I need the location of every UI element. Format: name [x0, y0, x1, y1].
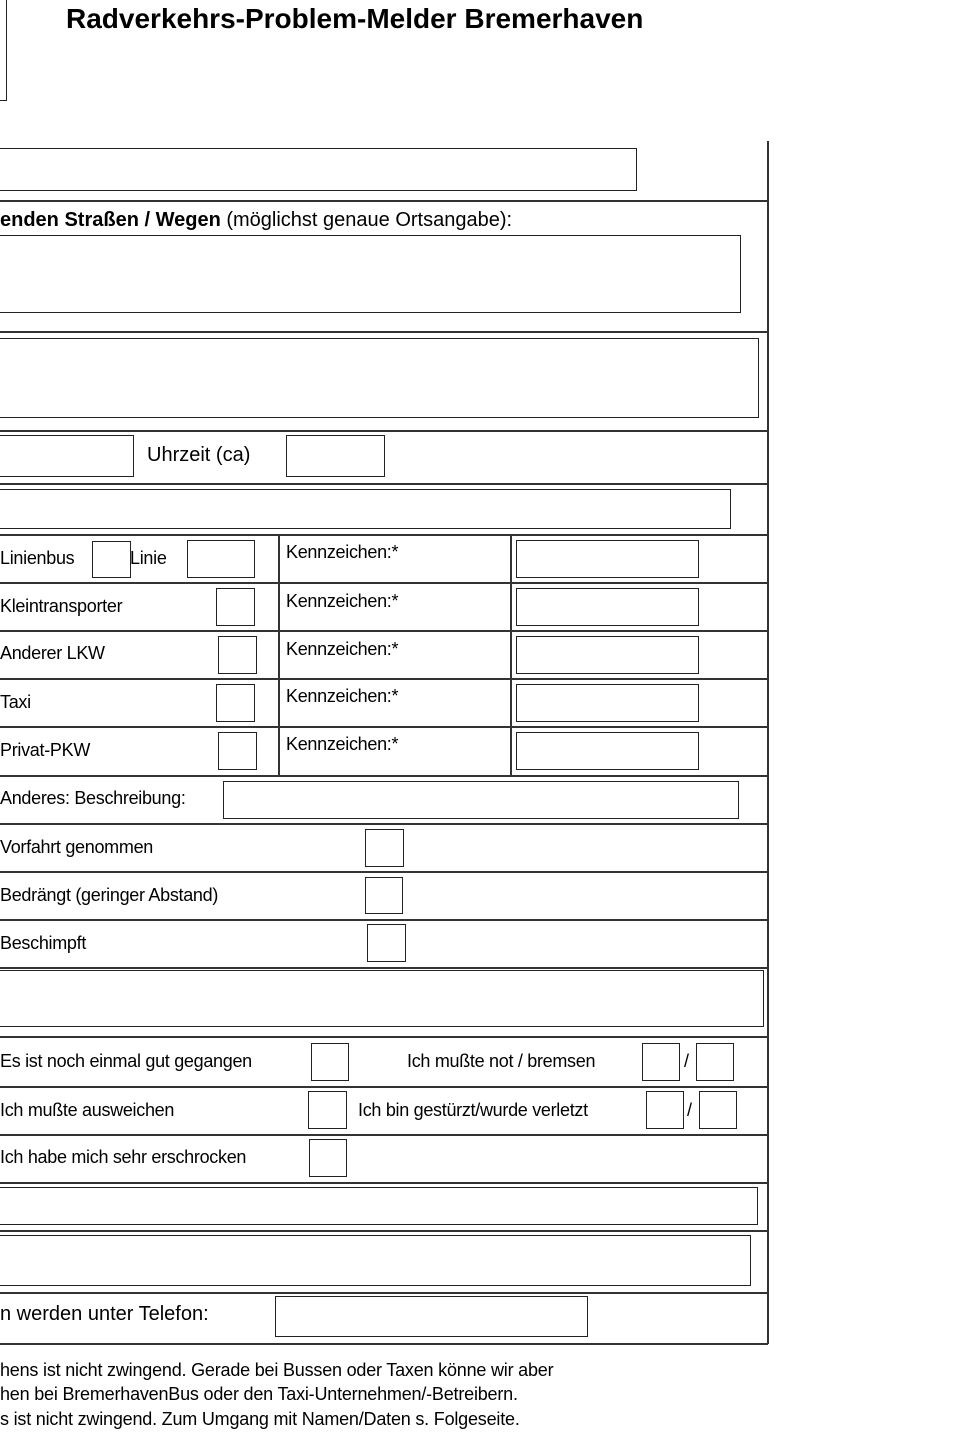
taxi-checkbox[interactable]: [216, 684, 255, 722]
row-divider: [0, 823, 768, 825]
anderer-lkw-label: Anderer LKW: [0, 643, 105, 663]
row-divider: [0, 967, 768, 969]
anderes-label: Anderes: Beschreibung:: [0, 788, 186, 808]
description-field[interactable]: [0, 338, 759, 418]
slash: /: [684, 1051, 689, 1071]
row-divider: [0, 726, 768, 728]
anderer-lkw-checkbox[interactable]: [218, 636, 257, 674]
slash: /: [687, 1100, 692, 1120]
row-divider: [0, 1086, 768, 1088]
bremsen-checkbox-b[interactable]: [696, 1043, 734, 1081]
beschimpft-checkbox[interactable]: [367, 924, 406, 962]
gut-gegangen-checkbox[interactable]: [311, 1043, 349, 1081]
kleintransporter-label: Kleintransporter: [0, 596, 123, 616]
page-title: Radverkehrs-Problem-Melder Bremerhaven: [66, 3, 644, 34]
name-field[interactable]: [0, 148, 637, 191]
row-divider: [0, 871, 768, 873]
location-label: [0, 209, 512, 232]
row-divider: [0, 200, 768, 202]
footer-note-1: hens ist nicht zwingend. Gerade bei Bussen oder Taxen könne wir aber: [0, 1360, 554, 1380]
linienbus-label: Linienbus: [0, 548, 75, 568]
plate-label: Kennzeichen:*: [286, 686, 399, 706]
vorfahrt-checkbox[interactable]: [365, 829, 404, 867]
erschrocken-checkbox[interactable]: [309, 1139, 347, 1177]
phone-label: n werden unter Telefon:: [0, 1303, 209, 1325]
location-field[interactable]: [0, 235, 741, 313]
bremsen-label: Ich mußte not / bremsen: [407, 1051, 596, 1071]
date-field[interactable]: [0, 435, 134, 477]
plate-field-taxi[interactable]: [516, 684, 699, 722]
row-divider: [0, 582, 768, 584]
vehicle-field[interactable]: [0, 489, 731, 529]
additional-field-1[interactable]: [0, 1187, 758, 1225]
beschimpft-label: Beschimpft: [0, 933, 87, 953]
footer-note-2: hen bei BremerhavenBus oder den Taxi-Unternehmen/-Betreibern.: [0, 1384, 518, 1404]
plate-field-linienbus[interactable]: [516, 540, 699, 578]
additional-field-2[interactable]: [0, 1235, 751, 1286]
form-bottom-border: [0, 1343, 768, 1345]
gestuerzt-label: Ich bin gestürzt/wurde verletzt: [358, 1100, 588, 1120]
plate-label: Kennzeichen:*: [286, 639, 399, 659]
row-divider: [0, 1182, 768, 1184]
privat-pkw-checkbox[interactable]: [218, 732, 257, 770]
location-label-hint: (möglichst genaue Ortsangabe):: [226, 209, 513, 231]
row-divider: [0, 1134, 768, 1136]
linie-label: Linie: [130, 548, 167, 568]
row-divider: [0, 678, 768, 680]
plate-field-privat-pkw[interactable]: [516, 732, 699, 770]
linienbus-checkbox[interactable]: [92, 541, 131, 578]
row-divider: [0, 331, 768, 333]
plate-field-anderer-lkw[interactable]: [516, 636, 699, 674]
row-divider: [0, 1292, 768, 1294]
ausweichen-label: Ich mußte ausweichen: [0, 1100, 175, 1120]
bremsen-checkbox-a[interactable]: [642, 1043, 680, 1081]
phone-field[interactable]: [275, 1296, 588, 1337]
plate-label: Kennzeichen:*: [286, 591, 399, 611]
plate-label: Kennzeichen:*: [286, 734, 399, 754]
gut-gegangen-label: Es ist noch einmal gut gegangen: [0, 1051, 252, 1071]
gestuerzt-checkbox-a[interactable]: [646, 1091, 684, 1129]
other-behaviour-field[interactable]: [0, 970, 764, 1027]
row-divider: [0, 775, 768, 777]
privat-pkw-label: Privat-PKW: [0, 740, 91, 760]
row-divider: [0, 430, 768, 432]
plate-field-kleintransporter[interactable]: [516, 588, 699, 626]
vorfahrt-label: Vorfahrt genommen: [0, 837, 153, 857]
plate-label: Kennzeichen:*: [286, 542, 399, 562]
kleintransporter-checkbox[interactable]: [216, 588, 255, 626]
time-label: Uhrzeit (ca): [147, 444, 251, 466]
form-right-border: [767, 141, 769, 1344]
linie-field[interactable]: [187, 540, 255, 578]
bedraengt-checkbox[interactable]: [365, 877, 403, 914]
row-divider: [0, 1230, 768, 1232]
row-divider: [0, 919, 768, 921]
taxi-label: Taxi: [0, 692, 31, 712]
erschrocken-label: Ich habe mich sehr erschrocken: [0, 1147, 247, 1167]
ausweichen-checkbox[interactable]: [308, 1091, 347, 1129]
table-col-divider: [278, 534, 280, 776]
logo-frame: [0, 0, 7, 101]
anderes-field[interactable]: [223, 781, 739, 819]
row-divider: [0, 1036, 768, 1038]
location-label-bold: enden Straßen / Wegen: [0, 209, 221, 231]
gestuerzt-checkbox-b[interactable]: [699, 1091, 737, 1129]
row-divider: [0, 534, 768, 536]
bedraengt-label: Bedrängt (geringer Abstand): [0, 885, 219, 905]
time-field[interactable]: [286, 435, 385, 477]
row-divider: [0, 630, 768, 632]
footer-note-3: s ist nicht zwingend. Zum Umgang mit Namen/Daten s. Folgeseite.: [0, 1409, 520, 1429]
row-divider: [0, 483, 768, 485]
table-col-divider: [510, 534, 512, 776]
